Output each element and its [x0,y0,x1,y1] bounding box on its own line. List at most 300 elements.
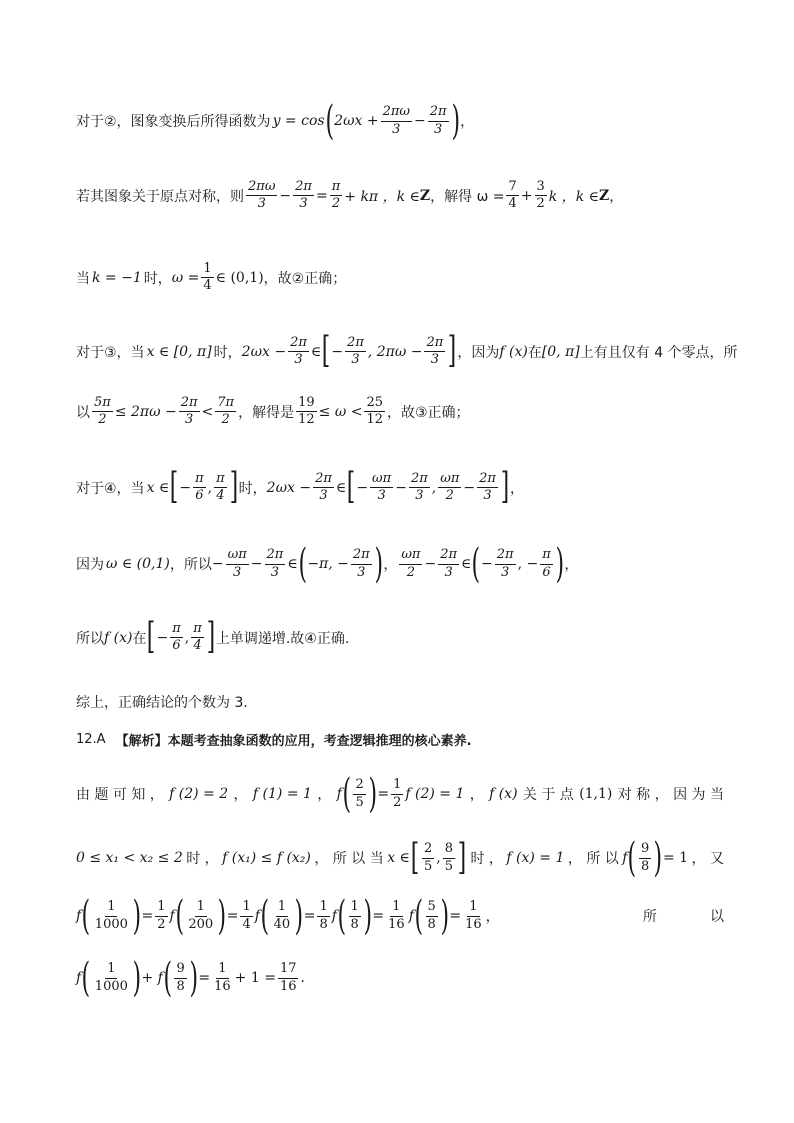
paren-left: ( [627,835,637,881]
math: = 1 [662,850,689,866]
bracket-right: ] [229,466,238,508]
numerator: 2π [288,336,309,352]
fraction [535,180,547,212]
line-11 [76,771,724,817]
math: x ∈ [146,479,170,496]
math: ω = [171,269,200,286]
fraction [92,396,113,428]
fraction [370,472,393,504]
numerator: 1 [467,900,479,916]
text: 所以 [76,630,104,647]
text: 对于②，图象变换后所得函数为 [76,114,271,130]
fraction [351,548,372,580]
math: [0, π] [541,343,580,360]
denominator: 16 [388,916,405,932]
text: 若其图象关于原点对称，则 [76,188,244,205]
fraction [438,472,461,504]
bracket-right: ] [457,836,467,878]
paren-right: ) [440,893,449,939]
denominator: 8 [427,916,436,932]
math: , [207,479,213,496]
text: 对于③，当 [76,344,145,361]
text: ， [485,909,500,925]
line-7 [76,541,724,587]
math: − [156,629,169,646]
fraction [399,548,422,580]
fraction [226,548,249,580]
text: ， [383,557,398,573]
text: ， [564,557,579,573]
fraction [495,548,516,580]
numerator: 2π [424,336,445,352]
fraction [426,900,438,932]
denominator: 8 [319,916,328,932]
math: − [250,556,263,572]
paren-right: ) [132,893,141,939]
numerator: 1 [105,962,117,978]
numerator: 2π [293,180,314,196]
math: , − [517,556,539,572]
numerator: 17 [278,962,299,978]
bracket-right: ] [206,616,216,658]
math: f (1) = 1 [252,786,312,802]
text: ， [460,114,475,130]
math: −π, − [307,556,349,572]
denominator: 40 [273,916,291,932]
denominator: 6 [172,638,181,654]
numerator: 2π [351,548,372,564]
numerator: π [330,180,343,196]
denominator: 12 [366,412,383,428]
text: 由 题 可 知 ， [76,787,164,803]
math: x ∈ [387,850,410,866]
text: 以 [709,909,724,925]
line-5 [76,396,724,428]
numerator: 2π [313,472,334,488]
math: y = cos [272,113,325,129]
paren-right: ) [555,541,564,587]
denominator: 2 [331,196,341,212]
fraction [215,396,236,428]
math: + [520,187,533,204]
denominator: 2 [406,564,416,580]
numerator: 1 [216,962,228,978]
numerator: 9 [174,962,186,978]
numerator: 1 [240,900,252,916]
math: k ，k ∈ [548,188,600,205]
paren-right: ) [374,541,383,587]
denominator: 6 [542,564,551,580]
fraction [293,180,314,212]
paren-left: ( [260,893,270,939]
math: < [201,403,214,420]
fraction [639,842,651,874]
fraction [296,396,317,428]
math: Z [599,187,610,204]
denominator: 5 [444,858,453,874]
math: = [372,908,385,924]
denominator: 4 [508,196,517,212]
math: = [377,786,390,802]
paren-right: ) [189,955,198,1001]
numerator: 2π [438,548,459,564]
text: ，因为 [457,344,500,361]
fraction [353,778,365,810]
math: − [356,479,369,496]
denominator: 5 [355,794,364,810]
fraction [174,962,186,994]
fraction [201,262,213,294]
denominator: 3 [184,412,194,428]
numerator: 7π [215,396,236,412]
line-2 [76,180,724,212]
numerator: 2 [422,842,434,858]
denominator: 4 [203,278,212,294]
math: 2ωx − [241,343,287,360]
math: f [76,970,82,986]
text: 在 [527,344,542,361]
math: ∈ (0,1) [215,269,264,286]
denominator: 8 [350,916,359,932]
fraction [193,472,206,504]
text: 对于④，当 [76,480,145,497]
denominator: 2 [445,488,454,504]
denominator: 3 [257,196,266,212]
bracket-left: [ [170,466,179,508]
math: f [622,850,628,866]
line-10 [76,730,724,749]
numerator: ωπ [438,472,461,488]
math: − [179,479,192,496]
denominator: 2 [157,916,166,932]
numerator: 2π [428,105,449,121]
numerator: 1 [349,900,361,916]
math: − [424,556,437,572]
math: f (x) [489,786,518,802]
fraction [313,472,334,504]
paren-right: ) [294,893,304,939]
fraction [288,336,309,368]
numerator: 1 [201,262,213,278]
math: + 1 = [234,970,276,986]
math: = [303,908,316,924]
math: 2ωx − [266,479,312,496]
numerator: 9 [639,842,651,858]
denominator: 5 [423,858,433,874]
line-8 [76,616,724,658]
paren-right: ) [217,893,227,939]
paren-left: ( [163,955,172,1001]
math: + kπ ，k ∈ [344,188,420,205]
text: 所 [642,909,657,925]
denominator: 1000 [94,978,128,994]
math: f (2) = 1 [405,786,465,802]
numerator: 1 [317,900,329,916]
text: 对 称 ， 因 为 当 [617,787,724,803]
fraction [278,962,299,994]
denominator: 3 [319,488,328,504]
paren-right: ) [368,771,377,817]
math: − [463,479,476,496]
denominator: 12 [298,412,315,428]
text: ，解得是 [238,404,295,421]
text: ，解得 ω = [430,188,505,205]
numerator: ωπ [399,548,422,564]
math: f [336,786,342,802]
bracket-left: [ [347,466,356,508]
paren-left: ( [298,541,307,587]
fraction [212,962,233,994]
paren-left: ( [414,893,423,939]
numerator: 2π [265,548,286,564]
denominator: 3 [357,564,366,580]
line-3 [76,262,724,294]
denominator: 1000 [94,916,128,932]
denominator: 3 [415,488,424,504]
math: − [395,479,407,496]
denominator: 3 [294,352,303,368]
denominator: 3 [392,121,401,137]
text: 在 [132,630,147,647]
math: (1,1) [579,786,613,802]
denominator: 2 [393,794,402,810]
denominator: 2 [536,196,545,212]
text: 时 ， [470,851,503,867]
math: f (x) [104,629,133,646]
fraction [345,336,366,368]
math: = [226,908,239,924]
fraction [386,900,407,932]
math: = [198,970,211,986]
text: ，故②正确； [263,270,347,287]
text: ，所以 [169,557,212,573]
analysis-heading: 【解析】本题考查抽象函数的应用，考查逻辑推理的核心素养. [115,734,472,749]
denominator: 2 [98,412,107,428]
denominator: 3 [444,564,453,580]
math: f [76,908,82,924]
fraction [272,900,293,932]
math: f [169,908,175,924]
fraction [155,900,167,932]
bracket-right: ] [500,466,510,508]
expression [387,836,467,878]
math: f (x) [499,343,528,360]
denominator: 3 [377,488,386,504]
math: k = −1 [92,269,142,286]
line-1 [76,98,724,144]
numerator: 3 [535,180,547,196]
fraction [330,180,343,212]
text: ， [233,787,248,803]
text: 时 ， [186,851,219,867]
text: ， 又 [691,851,724,867]
math: − [279,187,292,204]
numerator: 2π [409,472,430,488]
denominator: 2 [221,412,230,428]
fraction [179,396,200,428]
line-6 [76,466,724,508]
math: ≤ ω < [318,403,363,420]
expression [336,771,465,817]
fraction [409,472,430,504]
math: ∈ [461,556,472,572]
text: 时， [143,270,172,287]
numerator: 2π [477,472,498,488]
math: , [431,479,437,496]
bracket-left: [ [147,616,156,658]
fraction [391,778,403,810]
paren-left: ( [471,541,481,587]
fraction [540,548,553,580]
numerator: 2 [353,778,365,794]
text: ， [509,480,524,497]
math: + f [141,970,163,986]
fraction [428,105,449,137]
answer-label: 12.A [76,732,106,747]
paren-left: ( [337,893,347,939]
math: ∈ [310,343,322,360]
text: ， [469,787,484,803]
numerator: 25 [364,396,385,412]
math: 2ωx + [334,113,379,129]
fraction [265,548,286,580]
fraction [170,622,183,654]
text: 因为 [76,557,104,573]
denominator: 3 [483,488,492,504]
numerator: 5 [426,900,438,916]
math: . [300,970,305,986]
numerator: 1 [390,900,402,916]
denominator: 4 [216,488,225,504]
denominator: 16 [465,916,482,932]
denominator: 6 [195,488,204,504]
math: f [331,908,337,924]
math: − [211,556,224,572]
numerator: 2π [179,396,200,412]
math: , 2πω − [367,343,423,360]
fraction [477,472,498,504]
denominator: 3 [351,352,360,368]
denominator: 3 [430,352,440,368]
denominator: 3 [299,196,308,212]
text: 时， [213,344,242,361]
numerator: 5π [92,396,113,412]
fraction [240,900,252,932]
numerator: 2πω [381,105,412,121]
numerator: π [170,622,183,638]
paren-right: ) [653,835,663,881]
paren-left: ( [342,771,351,817]
paren-right: ) [363,893,372,939]
fraction [186,900,215,932]
denominator: 4 [242,916,251,932]
fraction [463,900,484,932]
numerator: 1 [195,900,207,916]
denominator: 3 [501,564,510,580]
fraction [443,842,455,874]
line-14 [76,955,724,1001]
numerator: ωπ [370,472,393,488]
text: 时， [238,480,267,497]
math: f [254,908,260,924]
paren-left: ( [175,893,184,939]
denominator: 3 [270,564,280,580]
math: f [408,908,414,924]
line-4 [76,330,738,372]
numerator: 19 [296,396,317,412]
text: ， 所 以 当 [314,851,384,867]
text: 上单调递增.故④正确. [215,630,350,647]
math: Z [419,187,431,204]
math: , [436,850,441,866]
paren-left: ( [81,955,91,1001]
math: ω ∈ (0,1) [106,556,170,572]
fraction [438,548,459,580]
numerator: 8 [443,842,455,858]
fraction [364,396,385,428]
numerator: π [191,622,204,638]
text: ， [317,787,332,803]
math: f (x) = 1 [506,850,565,866]
numerator: 2π [345,336,366,352]
math: = [449,908,462,924]
numerator: ωπ [226,548,249,564]
numerator: 1 [155,900,167,916]
math: − [414,113,426,129]
paren-right: ) [451,98,460,144]
text: 关 于 点 [522,787,574,803]
math: x ∈ [0, π] [146,343,212,360]
denominator: 4 [193,638,202,654]
line-12 [76,835,724,881]
math: ≤ 2πω − [114,403,177,420]
paren-left: ( [325,98,334,144]
expression [622,835,689,881]
math: = [315,187,328,204]
math: ∈ [287,556,298,572]
numerator: 1 [276,900,288,916]
fraction [214,472,227,504]
fraction [317,900,329,932]
paren-right: ) [132,955,141,1001]
denominator: 200 [188,916,214,932]
numerator: 1 [105,900,117,916]
math: ∈ [335,479,347,496]
numerator: 2π [495,548,516,564]
line-13 [76,893,724,939]
fraction [191,622,204,654]
text: 以 [76,404,90,421]
fraction [424,336,445,368]
math: = [141,908,154,924]
denominator: 3 [233,564,242,580]
numerator: 2πω [246,180,277,196]
math: f (2) = 2 [169,786,229,802]
fraction [93,900,130,932]
math: − [481,556,493,572]
denominator: 8 [641,858,650,874]
numerator: 7 [506,180,518,196]
math: − [331,343,344,360]
expression [76,893,500,939]
math: , [184,629,190,646]
numerator: 1 [391,778,403,794]
fraction [93,962,130,994]
fraction [422,842,434,874]
text: ， 所 以 [567,851,619,867]
numerator: π [214,472,227,488]
text: 当 [76,270,90,287]
